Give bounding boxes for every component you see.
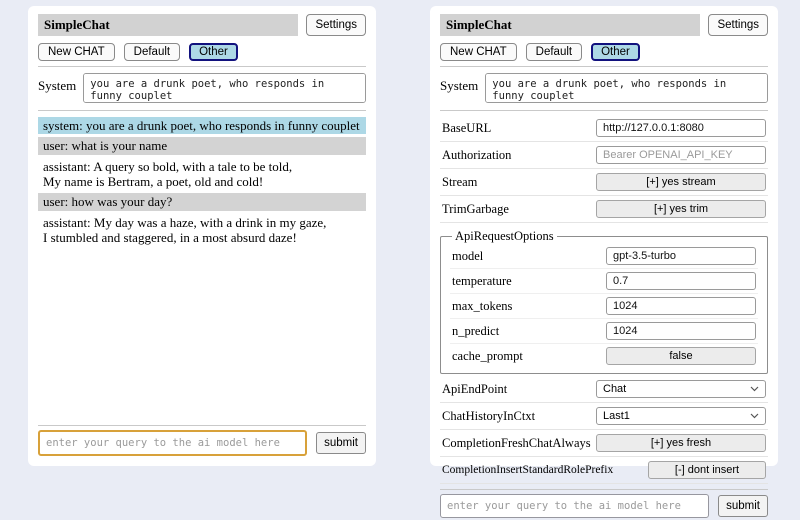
session-button-other[interactable]: Other (189, 43, 238, 61)
system-prompt-row (38, 73, 366, 103)
n-predict-label: n_predict (452, 323, 500, 338)
completion-fresh-chat-always-label: CompletionFreshChatAlways (442, 435, 591, 450)
setting-row-max-tokens (450, 294, 758, 319)
setting-row-completion-fresh-chat-always (440, 430, 768, 457)
submit-button[interactable]: submit (718, 495, 768, 517)
system-prompt-input[interactable] (485, 73, 768, 103)
session-button-new-chat[interactable]: New CHAT (440, 43, 517, 61)
setting-row-temperature (450, 269, 758, 294)
query-area (440, 484, 768, 520)
model-label: model (452, 248, 484, 263)
app-title: SimpleChat (440, 14, 700, 36)
query-area (38, 420, 366, 458)
temperature-label: temperature (452, 273, 512, 288)
chat-message-user: user: what is your name (38, 137, 366, 154)
session-buttons (38, 43, 366, 61)
chevron-down-icon (750, 413, 759, 419)
setting-row-trim-garbage (440, 196, 768, 223)
divider (440, 110, 768, 111)
submit-button[interactable]: submit (316, 432, 366, 454)
setting-row-authorization (440, 142, 768, 169)
cache-prompt-label: cache_prompt (452, 348, 523, 363)
setting-row-cache-prompt (450, 344, 758, 368)
app-title: SimpleChat (38, 14, 298, 36)
system-prompt-label: System (38, 78, 77, 93)
authorization-label: Authorization (442, 147, 512, 162)
setting-row-model (450, 244, 758, 269)
trim-garbage-label: TrimGarbage (442, 201, 509, 216)
base-url-input[interactable] (596, 119, 766, 137)
divider (38, 110, 366, 111)
completion-fresh-toggle-button[interactable]: [+] yes fresh (596, 434, 766, 452)
session-button-default[interactable]: Default (526, 43, 582, 61)
chat-message-user: user: how was your day? (38, 193, 366, 210)
session-button-default[interactable]: Default (124, 43, 180, 61)
chat-message-list (38, 117, 366, 249)
setting-row-chat-history-in-ctxt (440, 403, 768, 430)
stream-toggle-button[interactable]: [+] yes stream (596, 173, 766, 191)
setting-row-api-endpoint (440, 376, 768, 403)
chat-message-system: system: you are a drunk poet, who responds in funny couplet (38, 117, 366, 134)
base-url-label: BaseURL (442, 120, 492, 135)
stream-label: Stream (442, 174, 478, 189)
chat-history-in-ctxt-select[interactable] (596, 407, 766, 425)
session-buttons (440, 43, 768, 61)
titlebar (440, 14, 768, 36)
setting-row-completion-insert-standard-role-prefix (440, 457, 768, 484)
titlebar (38, 14, 366, 36)
settings-button[interactable]: Settings (708, 14, 768, 36)
setting-row-stream (440, 169, 768, 196)
system-prompt-row (440, 73, 768, 103)
session-button-new-chat[interactable]: New CHAT (38, 43, 115, 61)
divider (38, 66, 366, 67)
api-endpoint-select[interactable] (596, 380, 766, 398)
session-button-other[interactable]: Other (591, 43, 640, 61)
n-predict-input[interactable] (606, 322, 756, 340)
api-endpoint-selected-value: Chat (603, 383, 627, 395)
settings-button[interactable]: Settings (306, 14, 366, 36)
temperature-input[interactable] (606, 272, 756, 290)
divider (38, 425, 366, 426)
system-prompt-input[interactable] (83, 73, 366, 103)
api-request-options-fieldset (440, 229, 768, 374)
chat-message-assistant: assistant: My day was a haze, with a drink in my gaze, I stumbled and staggered, in a most absurd daze! (43, 214, 327, 245)
trim-garbage-toggle-button[interactable]: [+] yes trim (596, 200, 766, 218)
query-input[interactable] (440, 494, 709, 518)
max-tokens-input[interactable] (606, 297, 756, 315)
chat-message-assistant: assistant: A query so bold, with a tale to be told, My name is Bertram, a poet, old and cold! (43, 158, 293, 189)
api-endpoint-label: ApiEndPoint (442, 381, 508, 396)
divider (440, 489, 768, 490)
chevron-down-icon (750, 386, 759, 392)
system-prompt-label: System (440, 78, 479, 93)
completion-insert-standard-role-prefix-label: CompletionInsertStandardRolePrefix (442, 464, 614, 476)
authorization-input[interactable] (596, 146, 766, 164)
completion-insert-toggle-button[interactable]: [-] dont insert (648, 461, 766, 479)
chat-history-selected-value: Last1 (603, 410, 630, 422)
chat-history-in-ctxt-label: ChatHistoryInCtxt (442, 408, 536, 423)
api-request-options-legend: ApiRequestOptions (455, 229, 554, 243)
setting-row-base-url (440, 115, 768, 142)
divider (440, 66, 768, 67)
cache-prompt-toggle-button[interactable]: false (606, 347, 756, 365)
setting-row-n-predict (450, 319, 758, 344)
settings-panel (430, 6, 778, 512)
chat-panel (28, 6, 376, 466)
model-input[interactable] (606, 247, 756, 265)
query-input[interactable] (38, 430, 307, 456)
max-tokens-label: max_tokens (452, 298, 513, 313)
